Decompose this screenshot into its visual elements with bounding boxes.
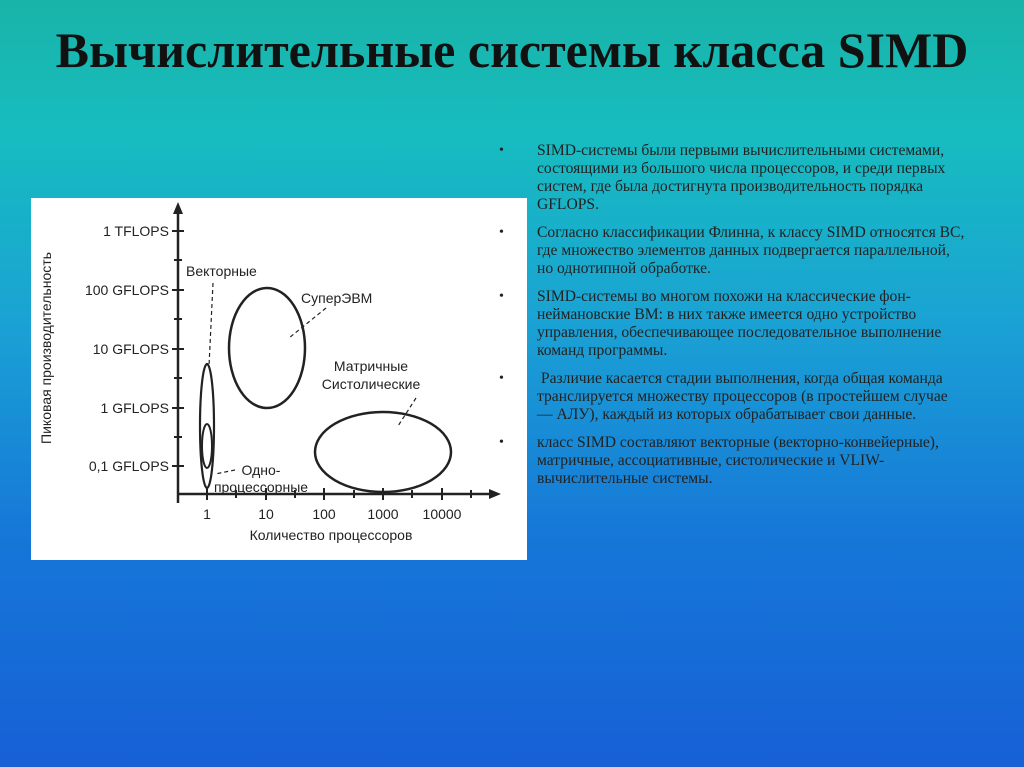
- bullet-text: SIMD-системы были первыми вычислительными системами, состоящими из большого числа процессоров, и среди первых систем, где была достигнута производительность порядка GFLOPS.: [537, 142, 946, 213]
- region-label-super: СуперЭВМ: [301, 290, 373, 306]
- single-processor-outer-ellipse: [200, 364, 214, 488]
- region-label-single-2: процессорные: [213, 479, 309, 495]
- bullet-item: [495, 370, 965, 424]
- x-axis-label: Количество процессоров: [249, 527, 413, 543]
- x-tick-label: 10: [258, 506, 274, 522]
- bullet-text: Согласно классификации Флинна, к классу SIMD относятся ВС, где множество элементов данных подвергается параллельной, но однотипной обработке.: [537, 224, 965, 277]
- y-tick-label: 1 GFLOPS: [100, 400, 169, 416]
- bullet-dot: •: [499, 289, 504, 304]
- bullet-text: SIMD-системы во многом похожи на классические фон-неймановские ВМ: в них также имеется одно устройство управления, обеспечивающее последовательное выполнение команд программы.: [537, 288, 942, 359]
- matrix-systolic-ellipse: [315, 412, 451, 492]
- single-processor-inner-ellipse: [202, 424, 212, 468]
- y-tick-label: 0,1 GFLOPS: [88, 458, 169, 474]
- x-tick-label: 1000: [367, 506, 399, 522]
- bullet-item: [495, 288, 965, 360]
- bullet-item: [495, 142, 965, 214]
- single-pointer: [215, 470, 235, 474]
- region-label-systolic: Систолические: [321, 376, 421, 392]
- diagram-canvas: [31, 198, 527, 560]
- bullet-dot: •: [499, 371, 504, 386]
- y-tick-label: 10 GFLOPS: [92, 341, 169, 357]
- y-axis-label: Пиковая производительность: [38, 252, 54, 444]
- region-label-matrix: Матричные: [333, 358, 409, 374]
- y-axis-arrow: [173, 202, 183, 214]
- matrix-pointer: [398, 398, 416, 426]
- supercomputer-ellipse: [229, 288, 305, 408]
- bullet-dot: •: [499, 435, 504, 450]
- bullet-list: [495, 142, 965, 498]
- bullet-text: Различие касается стадии выполнения, когда общая команда транслируется множеству процессоров (в простейшем случае — АЛУ), каждый из которых обрабатывает свои данные.: [537, 370, 952, 423]
- x-tick-label: 1: [203, 506, 211, 522]
- y-tick-label: 100 GFLOPS: [84, 282, 169, 298]
- bullet-dot: •: [499, 225, 504, 240]
- region-label-vector: Векторные: [186, 263, 257, 279]
- y-tick-label: 1 TFLOPS: [103, 223, 169, 239]
- region-label-single-1: Одно-: [241, 462, 281, 478]
- performance-diagram: [31, 198, 527, 560]
- bullet-dot: •: [499, 143, 504, 158]
- super-pointer: [289, 308, 326, 338]
- bullet-item: [495, 224, 965, 278]
- bullet-text: класс SIMD составляют векторные (векторно-конвейерные), матричные, ассоциативные, систолические и VLIW-вычислительные системы.: [537, 434, 939, 487]
- vector-pointer: [209, 283, 213, 366]
- slide-title: Вычислительные системы класса SIMD: [55, 22, 969, 78]
- x-tick-label: 10000: [422, 506, 462, 522]
- bullet-item: [495, 434, 965, 488]
- x-tick-label: 100: [312, 506, 336, 522]
